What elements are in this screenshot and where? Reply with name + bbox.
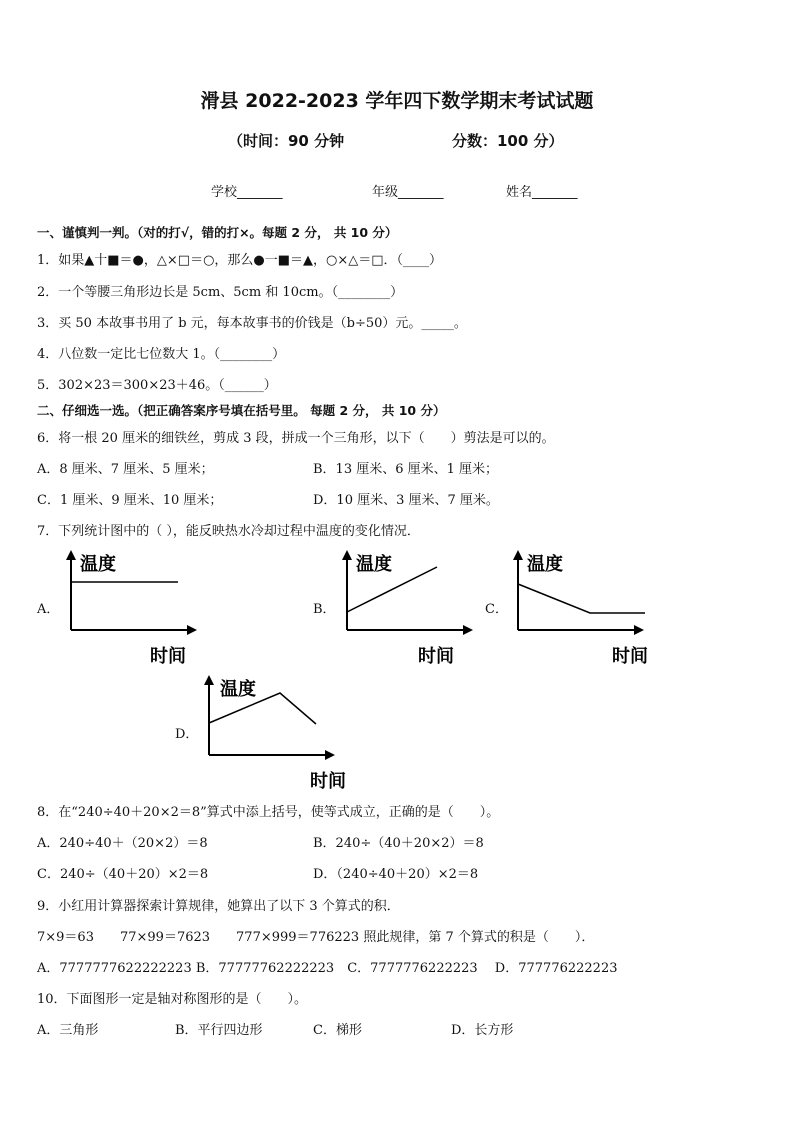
q6-option-b: B．13 厘米、6 厘米、1 厘米；	[313, 462, 499, 477]
section1-heading: 一、谨慎判一判。（对的打√，错的打×。每题 2 分， 共 10 分）	[37, 225, 398, 240]
question-8: 8．在“240÷40＋20×2＝8”算式中添上括号，使等式成立，正确的是（ ）。	[37, 805, 500, 820]
q10-option-b: B．平行四边形	[175, 1023, 263, 1038]
q7-option-a-label: A．	[37, 602, 60, 617]
y-label: 温度	[80, 554, 116, 575]
q8-option-b: B．240÷（40＋20×2）＝8	[313, 836, 484, 851]
x-label: 时间	[310, 771, 346, 792]
question-4: 4．八位数一定比七位数大 1。（________）	[37, 347, 286, 362]
name-field: 姓名_______	[506, 185, 578, 200]
y-label: 温度	[527, 554, 563, 575]
x-axis-arrow	[463, 625, 473, 635]
q7-graph-c	[507, 548, 657, 668]
y-axis-arrow	[513, 550, 523, 560]
q7-graph-b	[336, 548, 481, 668]
q7-graph-d	[198, 673, 346, 793]
q6-option-d: D．10 厘米、3 厘米、7 厘米。	[313, 493, 499, 508]
question-6: 6．将一根 20 厘米的细铁丝，剪成 3 段，拼成一个三角形，以下（ ）剪法是可以的。	[37, 431, 555, 446]
q10-option-a: A．三角形	[37, 1023, 99, 1038]
x-axis-arrow	[187, 625, 197, 635]
q6-option-c: C．1 厘米、9 厘米、10 厘米；	[37, 493, 223, 508]
x-label: 时间	[150, 646, 186, 667]
q10-option-c: C．梯形	[313, 1023, 362, 1038]
q7-graph-a	[60, 548, 205, 668]
grade-field: 年级_______	[372, 185, 444, 200]
q8-option-a: A．240÷40＋（20×2）＝8	[37, 836, 208, 851]
q7-option-b-label: B．	[313, 602, 336, 617]
y-axis-arrow	[342, 550, 352, 560]
exam-time: （时间：90 分钟	[228, 132, 345, 150]
question-2: 2．一个等腰三角形边长是 5cm、5cm 和 10cm。（________）	[37, 285, 404, 300]
exam-score: 分数：100 分）	[452, 132, 564, 150]
question-1: 1．如果▲十■＝●，△×□＝○，那么●一■＝▲，○×△＝□．（____）	[37, 253, 443, 268]
q8-option-c: C．240÷（40＋20）×2＝8	[37, 867, 209, 882]
x-label: 时间	[612, 646, 648, 667]
x-axis-arrow	[325, 750, 335, 760]
q9-options: A．7777777622222223 B．77777762222223 C．7777776222223 D．777776222223	[37, 961, 618, 976]
y-axis-arrow	[66, 550, 76, 560]
graph-line	[518, 584, 645, 613]
x-axis-arrow	[634, 625, 644, 635]
q10-option-d: D．长方形	[451, 1023, 514, 1038]
section2-heading: 二、仔细选一选。（把正确答案序号填在括号里。 每题 2 分， 共 10 分）	[37, 403, 446, 418]
exam-title: 滑县 2022-2023 学年四下数学期末考试试题	[200, 90, 594, 112]
q8-option-d: D．（240÷40＋20）×2＝8	[313, 867, 479, 882]
q6-option-a: A．8 厘米、7 厘米、5 厘米；	[37, 462, 214, 477]
y-label: 温度	[356, 554, 392, 575]
x-label: 时间	[418, 646, 454, 667]
q7-option-c-label: C．	[485, 602, 508, 617]
y-axis-arrow	[204, 675, 214, 685]
question-9: 9．小红用计算器探索计算规律，她算出了以下 3 个算式的积．	[37, 899, 400, 914]
question-10: 10．下面图形一定是轴对称图形的是（ ）。	[37, 992, 308, 1007]
question-3: 3．买 50 本故事书用了 b 元，每本故事书的价钱是（b÷50）元。_____。	[37, 316, 467, 331]
question-5: 5．302×23＝300×23＋46。（______）	[37, 378, 277, 393]
q7-option-d-label: D．	[175, 727, 199, 742]
q9-formula-line: 7×9＝63 77×99＝7623 777×999＝776223 照此规律，第 7 个算式的积是（ ）．	[37, 930, 595, 945]
question-7: 7．下列统计图中的（ ），能反映热水冷却过程中温度的变化情况．	[37, 524, 420, 539]
y-label: 温度	[220, 679, 256, 700]
school-field: 学校_______	[211, 185, 283, 200]
